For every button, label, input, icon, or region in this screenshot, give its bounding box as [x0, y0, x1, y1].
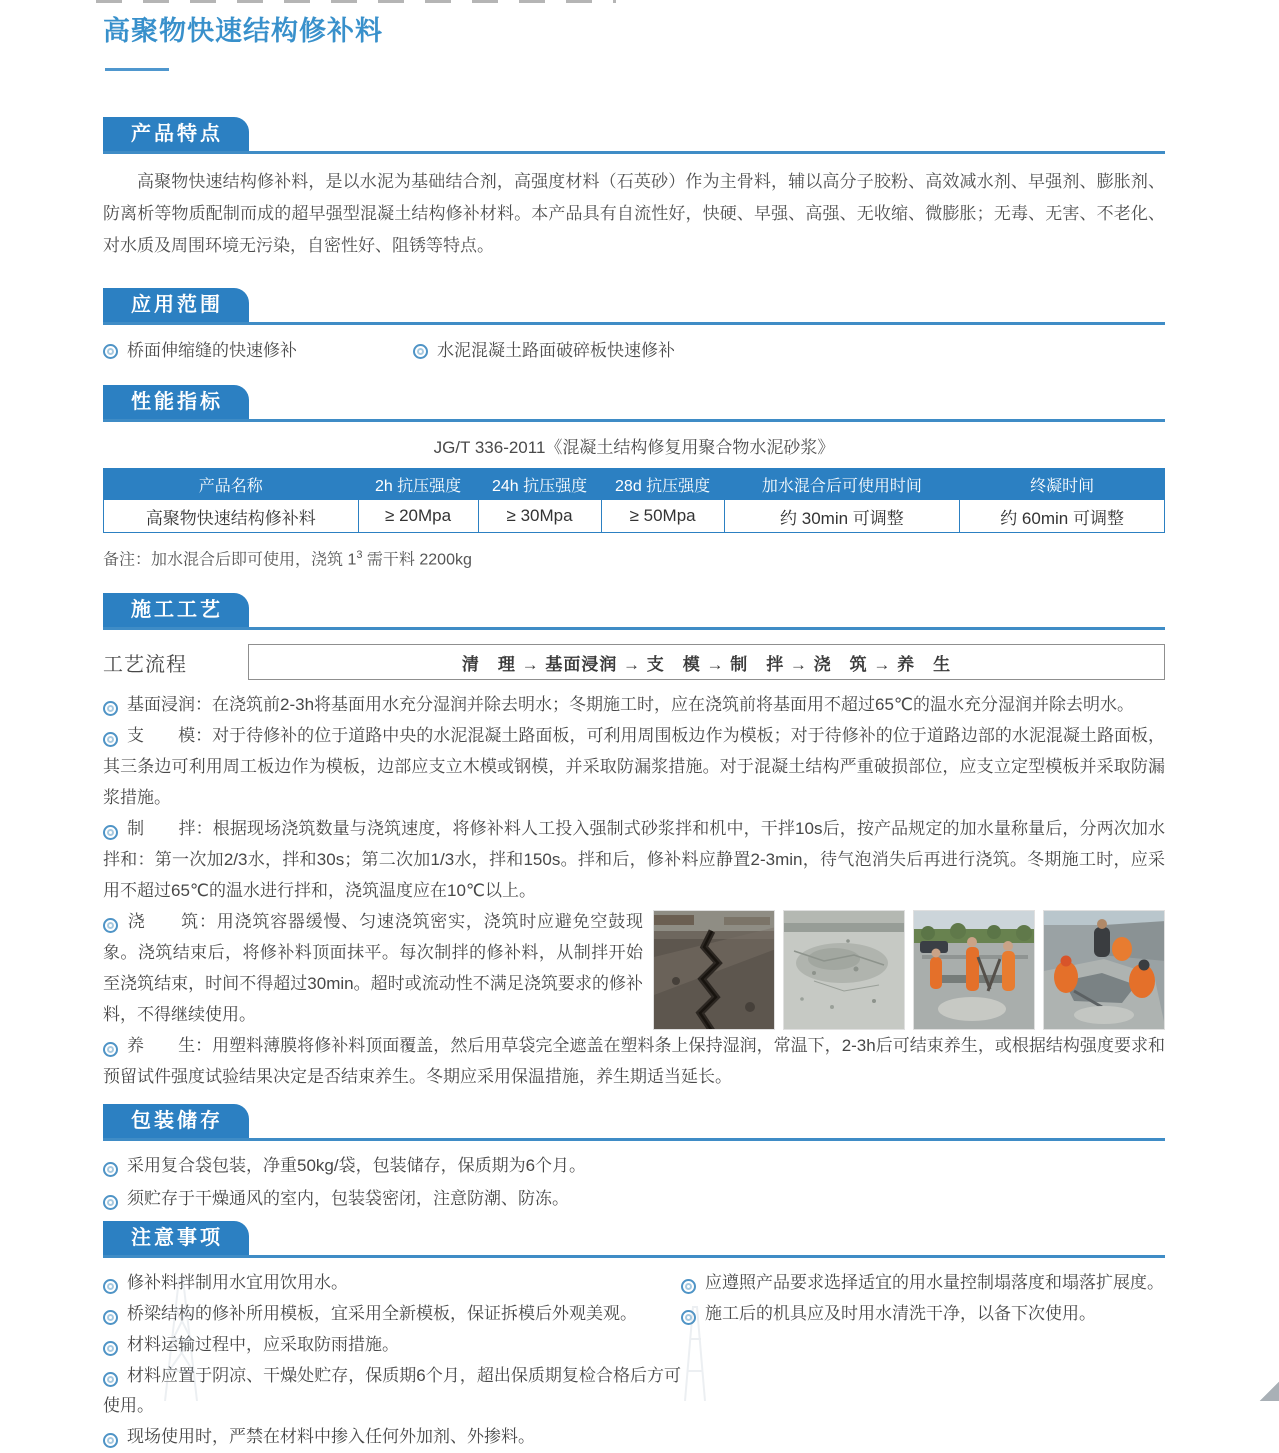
table-header-cell: 产品名称: [104, 469, 359, 500]
table-cell: 约 30min 可调整: [724, 500, 960, 533]
double-circle-bullet-icon: [103, 344, 118, 359]
precautions-right-column: [681, 1268, 1165, 1453]
double-circle-bullet-icon: [681, 1310, 696, 1325]
process-step-text: 支 模：对于待修补的位于道路中央的水泥混凝土路面板，可利用周围板边作为模板；对于待修补的位于道路边部的水泥混凝土路面板，其三条边可利用周工板边作为模板，边部应支立木模或钢模，并采取防漏浆措施。对于混凝土结构严重破损部位，应支立定型模板并采取防漏浆措施。: [103, 726, 1165, 808]
construction-photo-strip: [653, 910, 1165, 1030]
title-underline: [105, 68, 169, 71]
table-cell: 约 60min 可调整: [960, 500, 1165, 533]
process-step-text: 养 生：用塑料薄膜将修补料顶面覆盖，然后用草袋完全遮盖在塑料条上保持湿润，常温下，2-3h后可结束养生，或根据结构强度要求和预留试件强度试验结果决定是否结束养生。冬期应采用保温措施，养生期适当延长。: [103, 1036, 1165, 1087]
double-circle-bullet-icon: [103, 1279, 118, 1294]
precaution-item: [103, 1422, 681, 1452]
features-paragraph: 高聚物快速结构修补料，是以水泥为基础结合剂，高强度材料（石英砂）作为主骨料，辅以高分子胶粉、高效减水剂、早强剂、膨胀剂、防离析等物质配制而成的超早强型混凝土结构修补材料。本产品具有自流性好，快硬、早强、高强、无收缩、微膨胀；无毒、无害、不老化、对水质及周围环境无污染，自密性好、阻锈等特点。: [103, 172, 1165, 255]
page-title: 高聚物快速结构修补料: [103, 16, 383, 46]
table-header-cell: 终凝时间: [960, 469, 1165, 500]
section-tab-performance: 性能指标: [103, 385, 249, 419]
precaution-item-text: 应遵照产品要求选择适宜的用水量控制塌落度和塌落扩展度。: [705, 1273, 1164, 1293]
precaution-item-text: 现场使用时，严禁在材料中掺入任何外加剂、外掺料。: [127, 1427, 535, 1447]
table-row: [104, 500, 1165, 533]
process-step-mixing: [103, 813, 1165, 906]
precaution-item-text: 桥梁结构的修补所用模板，宜采用全新模板，保证拆模后外观美观。: [127, 1304, 637, 1324]
double-circle-bullet-icon: [681, 1279, 696, 1294]
section-heading-performance: [103, 385, 1165, 422]
application-item: [413, 339, 675, 363]
double-circle-bullet-icon: [103, 1372, 118, 1387]
table-header-cell: 24h 抗压强度: [478, 469, 601, 500]
section-heading-process: [103, 593, 1165, 630]
table-header-cell: 28d 抗压强度: [601, 469, 724, 500]
precaution-item: [103, 1361, 681, 1421]
packaging-item: [103, 1182, 1165, 1215]
process-step-text: 浇 筑：用浇筑容器缓慢、匀速浇筑密实，浇筑时应避免空鼓现象。浇筑结束后，将修补料顶面抹平。每次制拌的修补料，从制拌开始至浇筑结束，时间不得超过30min。超时或流动性不满足浇筑要求的修补料，不得继续使用。: [103, 912, 643, 1025]
precaution-item: [681, 1299, 1165, 1329]
table-note-text: 需干料 2200kg: [362, 551, 472, 569]
process-flow-row: [103, 644, 1165, 680]
process-step-wetting: [103, 689, 1165, 720]
double-circle-bullet-icon: [103, 1310, 118, 1325]
precautions-columns: [103, 1268, 1165, 1453]
double-circle-bullet-icon: [103, 825, 118, 840]
table-cell: ≥ 50Mpa: [601, 500, 724, 533]
precautions-left-column: [103, 1268, 681, 1453]
section-heading-precautions: [103, 1221, 1165, 1258]
table-header-cell: 加水混合后可使用时间: [724, 469, 960, 500]
section-heading-applications: [103, 288, 1165, 325]
standard-reference: JG/T 336-2011《混凝土结构修复用聚合物水泥砂浆》: [433, 438, 835, 457]
section-heading-features: [103, 117, 1165, 154]
pouring-row: [103, 906, 1165, 1030]
process-flow-label: 工艺流程: [103, 653, 187, 676]
double-circle-bullet-icon: [103, 918, 118, 933]
packaging-item: [103, 1149, 1165, 1182]
applications-list: [103, 339, 1165, 363]
precaution-item-text: 施工后的机具应及时用水清洗干净，以备下次使用。: [705, 1304, 1096, 1324]
pouring-repair-photo: [1043, 910, 1165, 1030]
section-tab-applications: 应用范围: [103, 288, 249, 322]
process-flow-box: 清 理 → 基面浸润 → 支 模 → 制 拌 → 浇 筑 → 养 生: [248, 644, 1165, 680]
double-circle-bullet-icon: [103, 1341, 118, 1356]
application-item: [103, 339, 413, 363]
precaution-item-text: 修补料拌制用水宜用饮用水。: [127, 1273, 348, 1293]
packaging-list: [103, 1149, 1165, 1215]
process-steps: [103, 689, 1165, 1092]
process-step-formwork: [103, 720, 1165, 813]
precaution-item: [103, 1299, 681, 1329]
double-circle-bullet-icon: [103, 1042, 118, 1057]
cracked-pavement-photo: [653, 910, 775, 1030]
process-step-text: 基面浸润：在浇筑前2-3h将基面用水充分湿润并除去明水；冬期施工时，应在浇筑前将基面用不超过65℃的温水充分湿润并除去明水。: [127, 695, 1135, 715]
table-cell: ≥ 30Mpa: [478, 500, 601, 533]
table-cell: ≥ 20Mpa: [358, 500, 478, 533]
double-circle-bullet-icon: [103, 732, 118, 747]
section-heading-packaging: [103, 1104, 1165, 1141]
process-step-text: 制 拌：根据现场浇筑数量与浇筑速度，将修补料人工投入强制式砂浆拌和机中，干拌10s后，按产品规定的加水量称量后，分两次加水拌和：第一次加2/3水，拌和30s；第二次加1/3水，拌和150s。拌和后，修补料应静置2-3min，待气泡消失后再进行浇筑。冬期施工时，应采用不超过65℃的温水进行拌和，浇筑温度应在10℃以上。: [103, 819, 1165, 901]
road-repair-crew-photo: [913, 910, 1035, 1030]
application-item-label: 水泥混凝土路面破碎板快速修补: [437, 341, 675, 360]
section-tab-precautions: 注意事项: [103, 1221, 249, 1255]
table-note-text: 备注：加水混合后即可使用，浇筑 1: [103, 551, 357, 569]
section-tab-packaging: 包装储存: [103, 1104, 249, 1138]
table-header-cell: 2h 抗压强度: [358, 469, 478, 500]
process-step-curing: [103, 1030, 1165, 1092]
precaution-item-text: 材料应置于阴凉、干燥处贮存，保质期6个月，超出保质期复检合格后方可使用。: [103, 1366, 681, 1416]
table-header-row: [104, 469, 1165, 500]
process-step-pouring: [103, 906, 643, 1030]
performance-table: [103, 468, 1165, 533]
double-circle-bullet-icon: [413, 344, 428, 359]
packaging-item-text: 采用复合袋包装，净重50kg/袋，包装储存，保质期为6个月。: [127, 1156, 587, 1176]
application-item-label: 桥面伸缩缝的快速修补: [127, 341, 297, 360]
section-tab-features: 产品特点: [103, 117, 249, 151]
table-cell: 高聚物快速结构修补料: [104, 500, 359, 533]
double-circle-bullet-icon: [103, 701, 118, 716]
precaution-item: [103, 1330, 681, 1360]
table-note-superscript: 3: [356, 549, 363, 561]
precaution-item: [103, 1268, 681, 1298]
double-circle-bullet-icon: [103, 1195, 118, 1210]
document-page: [103, 0, 1165, 1453]
precaution-item: [681, 1268, 1165, 1298]
section-tab-process: 施工工艺: [103, 593, 249, 627]
table-note: [103, 544, 1165, 571]
double-circle-bullet-icon: [103, 1433, 118, 1448]
packaging-item-text: 须贮存于干燥通风的室内，包装袋密闭，注意防潮、防冻。: [127, 1189, 569, 1209]
broken-slab-photo: [783, 910, 905, 1030]
double-circle-bullet-icon: [103, 1162, 118, 1177]
precaution-item-text: 材料运输过程中，应采取防雨措施。: [127, 1335, 399, 1355]
page-corner-fold: [1249, 1375, 1279, 1401]
